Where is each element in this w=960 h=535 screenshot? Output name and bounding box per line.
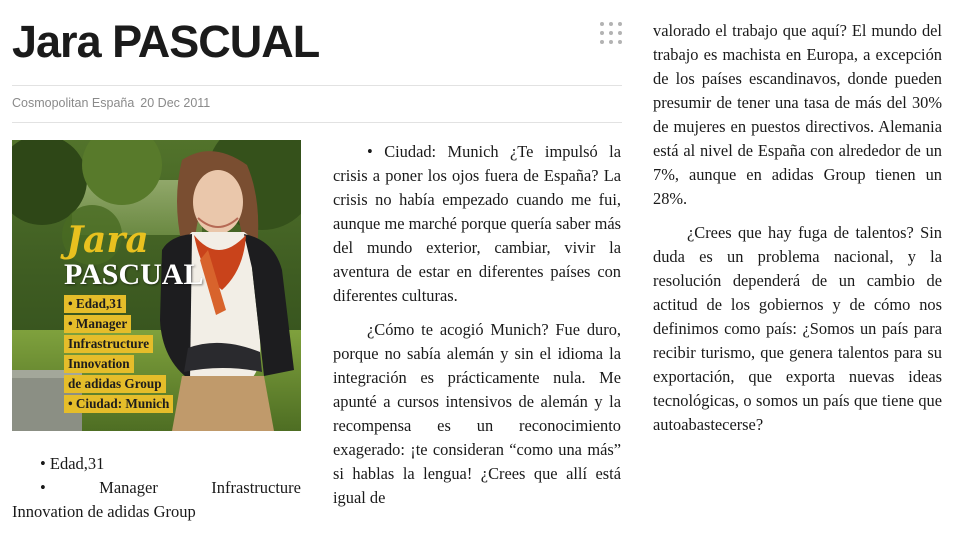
paragraph: valorado el trabajo que aquí? El mundo del trabajo es machista en Europa, a excepción de los países escandinavos, donde pueden presumir de tener una tasa de más del 30% de mujeres en puestos directivos. Alemania está al nivel de España con alrededor de un 7%, aunque en adidas Group tienen un 28%.	[653, 21, 942, 208]
photo-name-last: PASCUAL	[64, 258, 204, 291]
photo-name-first: Jara	[66, 219, 149, 261]
photo-bullet: • Manager	[64, 315, 131, 333]
source-label: Cosmopolitan España	[12, 96, 135, 110]
article-column-middle	[333, 140, 621, 520]
article-meta	[12, 96, 210, 110]
photo-bullet: de adidas Group	[64, 375, 166, 393]
caption-line: • Edad,31	[40, 454, 105, 473]
photo-bullet: Infrastructure	[64, 335, 153, 353]
paragraph: • Ciudad: Munich ¿Te impulsó la crisis a poner los ojos fuera de España? La crisis no había empezado cuando me fui, aunque me marché porque quería saber más del mundo exterior, cambiar, vivir la aventura de estar en diferentes países con diferentes culturas.	[333, 142, 621, 305]
photo-caption	[12, 452, 301, 524]
grid-dots-icon[interactable]	[600, 22, 622, 44]
photo-bullet: • Edad,31	[64, 295, 126, 313]
meta-divider	[12, 122, 622, 123]
photo-bullet-list	[64, 295, 173, 415]
paragraph: ¿Cómo te acogió Munich? Fue duro, porque no sabía alemán y sin el idioma la integración es prácticamente nula. Me apunté a cursos intensivos de alemán y la recompensa es un reconocimiento exagerado: ¡te consideran “como una más” si hablas la lengua! ¿Crees que allí está igual de	[333, 320, 621, 507]
photo-bullet: • Ciudad: Munich	[64, 395, 173, 413]
portrait-photo	[12, 140, 301, 431]
caption-line: Innovation de adidas Group	[12, 502, 196, 521]
photo-bullet: Innovation	[64, 355, 134, 373]
caption-line: • Manager Infrastructure	[40, 478, 301, 497]
header-divider	[12, 85, 622, 86]
article-title: Jara PASCUAL	[12, 16, 320, 67]
paragraph: ¿Crees que hay fuga de talentos? Sin duda es un problema nacional, y la resolución dependerá de un cambio de actitud de los gobiernos y de cómo nos definimos como país: ¿Somos un país para recibir turismo, que genera talentos para su exportación, que exporta nuevas ideas tecnológicas, o somos un país que tiene que autoabastecerse?	[653, 223, 942, 434]
date-label: 20 Dec 2011	[140, 96, 211, 110]
article-column-right	[653, 19, 942, 447]
